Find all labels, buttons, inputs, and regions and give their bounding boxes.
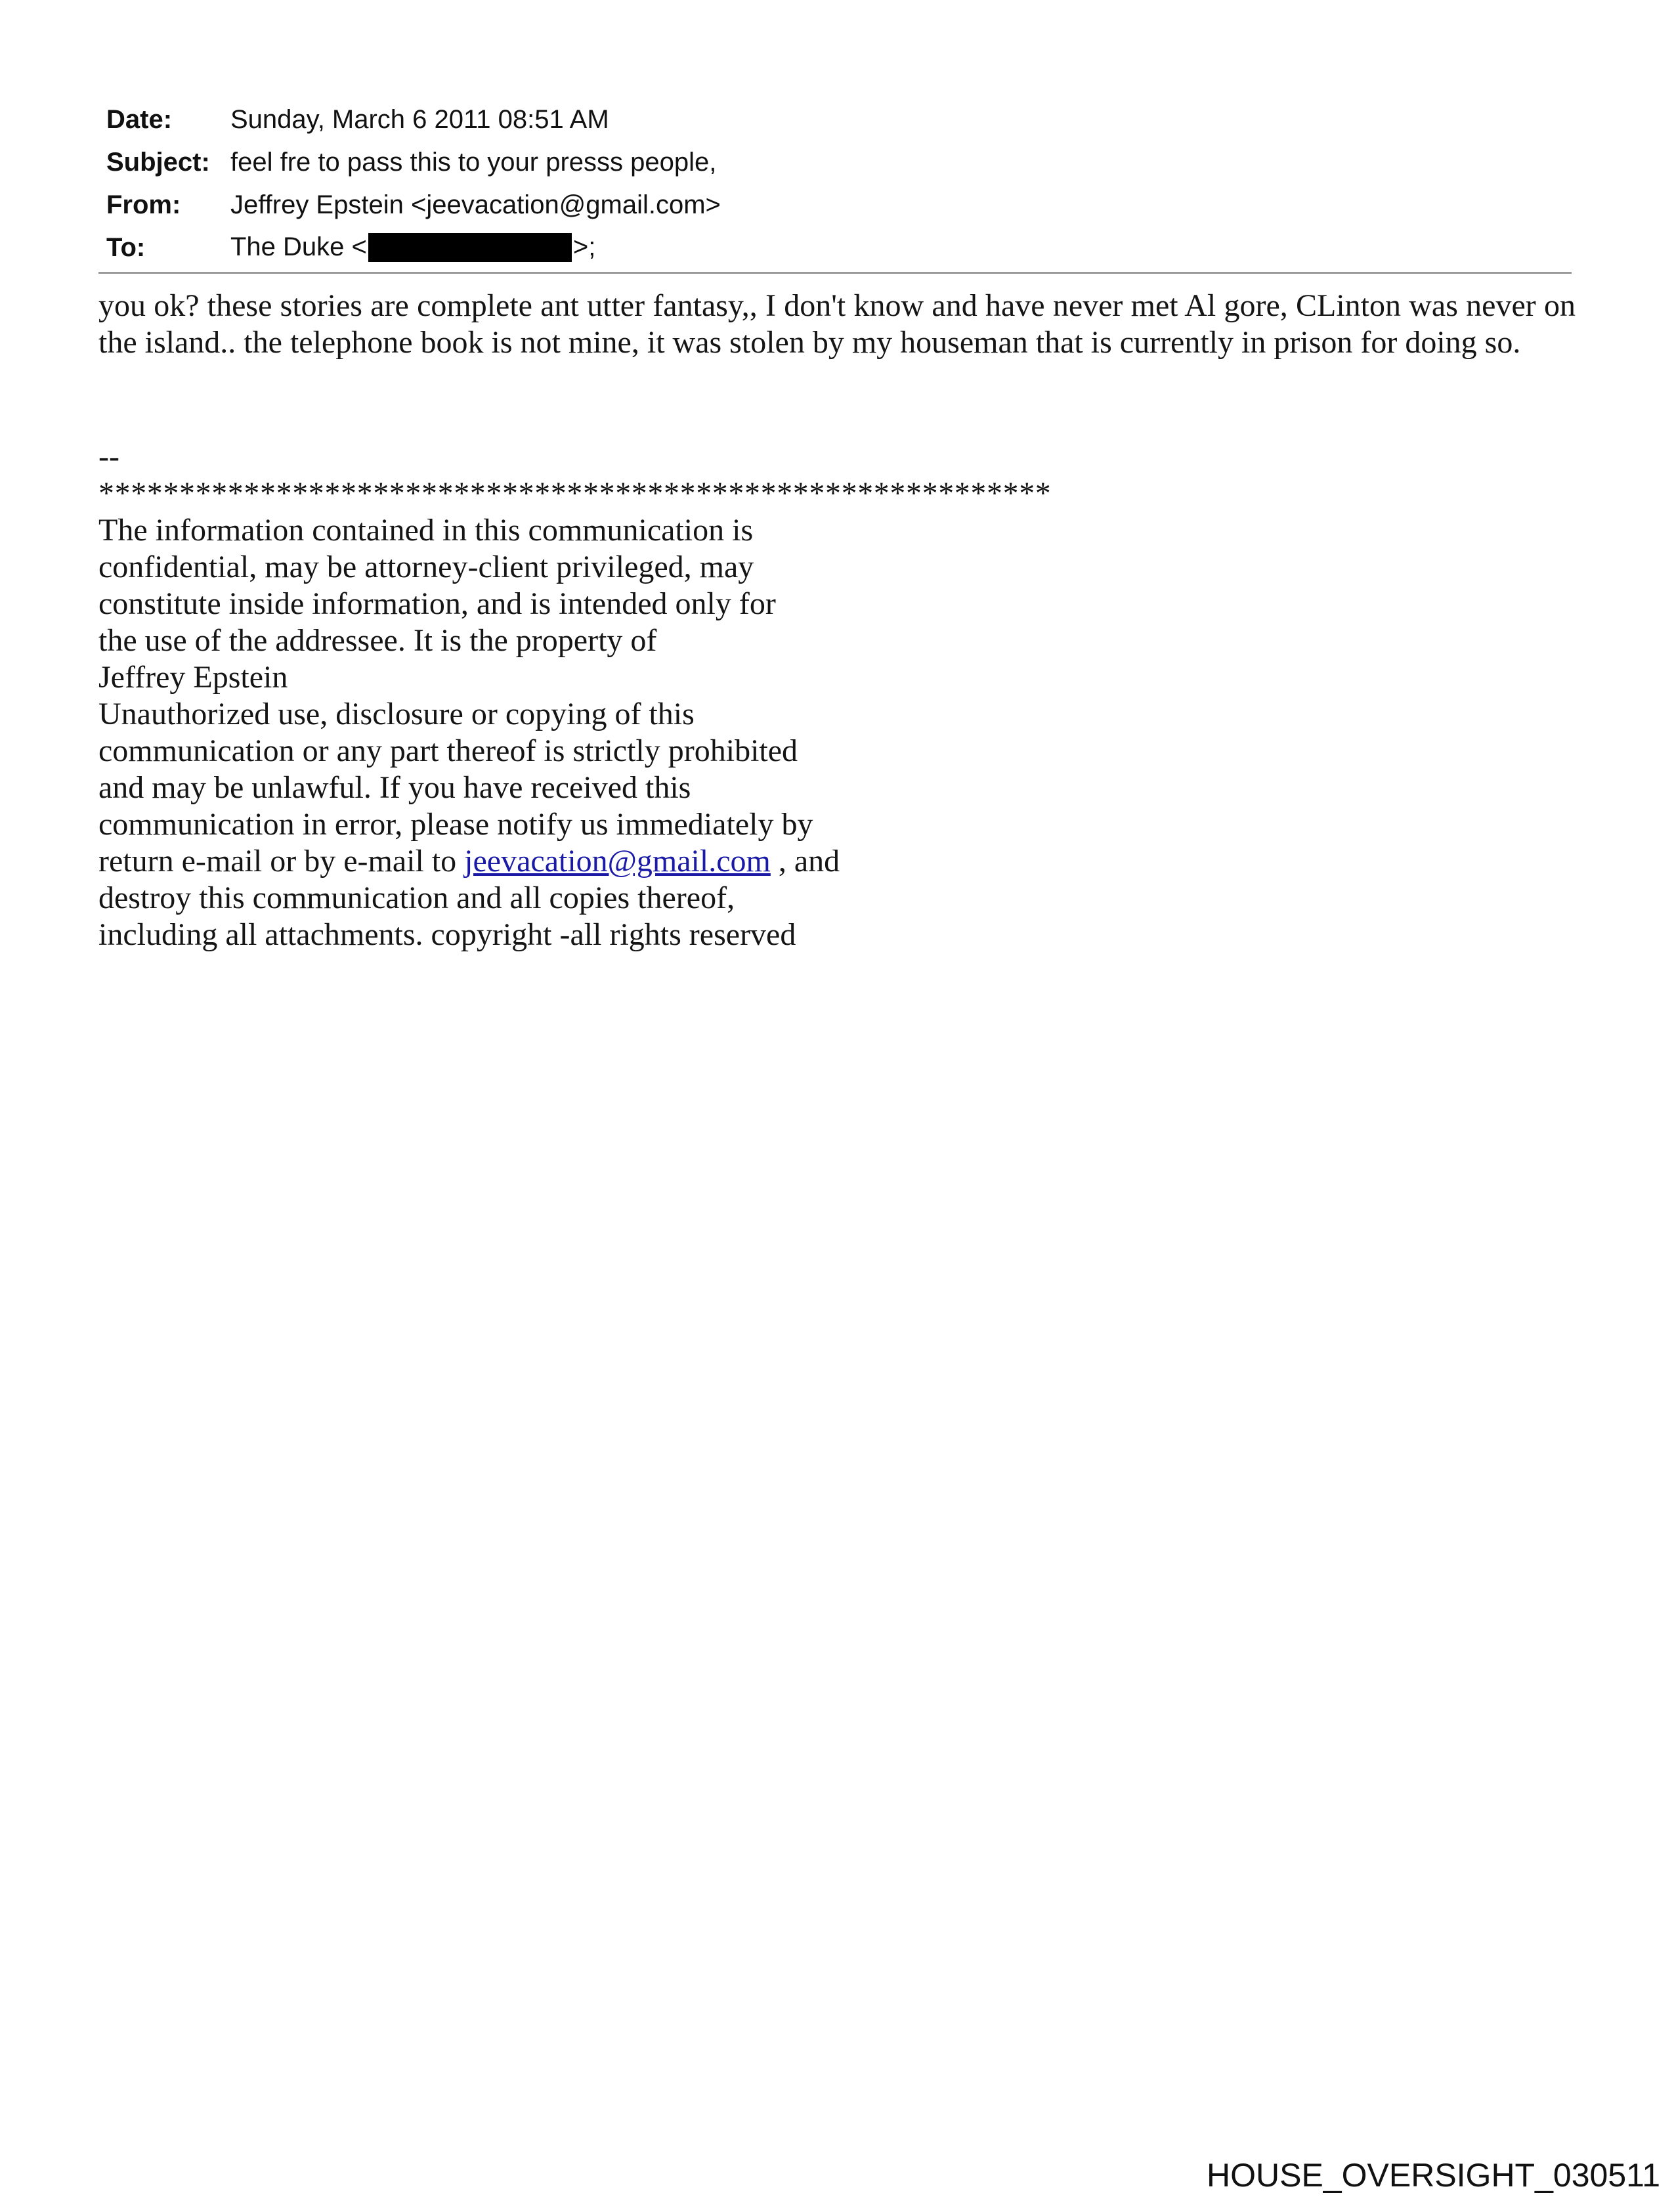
signature-dashes: --	[98, 439, 119, 474]
date-value: Sunday, March 6 2011 08:51 AM	[230, 105, 609, 134]
disclaimer-line: and may be unlawful. If you have received this	[98, 770, 691, 805]
from-value: Jeffrey Epstein <jeevacation@gmail.com>	[230, 190, 721, 219]
message-body: you ok? these stories are complete ant utter fantasy,, I don't know and have never met Al gore, CLinton was never on the island.. the telephone book is not mine, it was stolen by my houseman that is currently in prison for doing so.	[98, 288, 1576, 360]
disclaimer-line: the use of the addressee. It is the property of	[98, 623, 657, 658]
to-value-prefix: The Duke <	[230, 232, 367, 262]
disclaimer-line: The information contained in this communication is	[98, 513, 754, 548]
date-label: Date:	[106, 105, 173, 134]
signature-block	[98, 439, 1051, 512]
disclaimer-line: destroy this communication and all copies thereof,	[98, 880, 735, 915]
redaction-bar	[368, 233, 572, 262]
disclaimer-line: confidential, may be attorney-client privileged, may	[98, 550, 754, 584]
from-row	[106, 184, 1572, 227]
disclaimer-line: communication or any part thereof is strictly prohibited	[98, 733, 798, 768]
link-line-suffix: , and	[770, 844, 840, 878]
disclaimer-line: communication in error, please notify us immediately by	[98, 807, 813, 842]
disclaimer-link-line	[98, 843, 873, 880]
from-label: From:	[106, 190, 181, 219]
header-divider	[98, 272, 1572, 274]
disclaimer-line: including all attachments. copyright -all rights reserved	[98, 917, 796, 952]
subject-row	[106, 141, 1572, 184]
disclaimer-line: Jeffrey Epstein	[98, 660, 288, 695]
email-link[interactable]: jeevacation@gmail.com	[464, 844, 771, 878]
email-header	[106, 98, 1572, 269]
bates-number: HOUSE_OVERSIGHT_030511	[1207, 2157, 1661, 2194]
to-row	[106, 227, 1572, 269]
signature-stars: ***********************************************************	[98, 476, 1052, 511]
link-line-prefix: return e-mail or by e-mail to	[98, 844, 465, 878]
disclaimer-line: Unauthorized use, disclosure or copying of this	[98, 697, 695, 731]
to-value	[230, 232, 595, 263]
disclaimer-line: constitute inside information, and is intended only for	[98, 586, 776, 621]
subject-value: feel fre to pass this to your presss people,	[230, 148, 717, 177]
confidentiality-disclaimer	[98, 512, 873, 953]
to-label: To:	[106, 233, 146, 262]
date-row	[106, 98, 1572, 141]
to-value-suffix: >;	[572, 232, 596, 262]
subject-label: Subject:	[106, 148, 210, 177]
